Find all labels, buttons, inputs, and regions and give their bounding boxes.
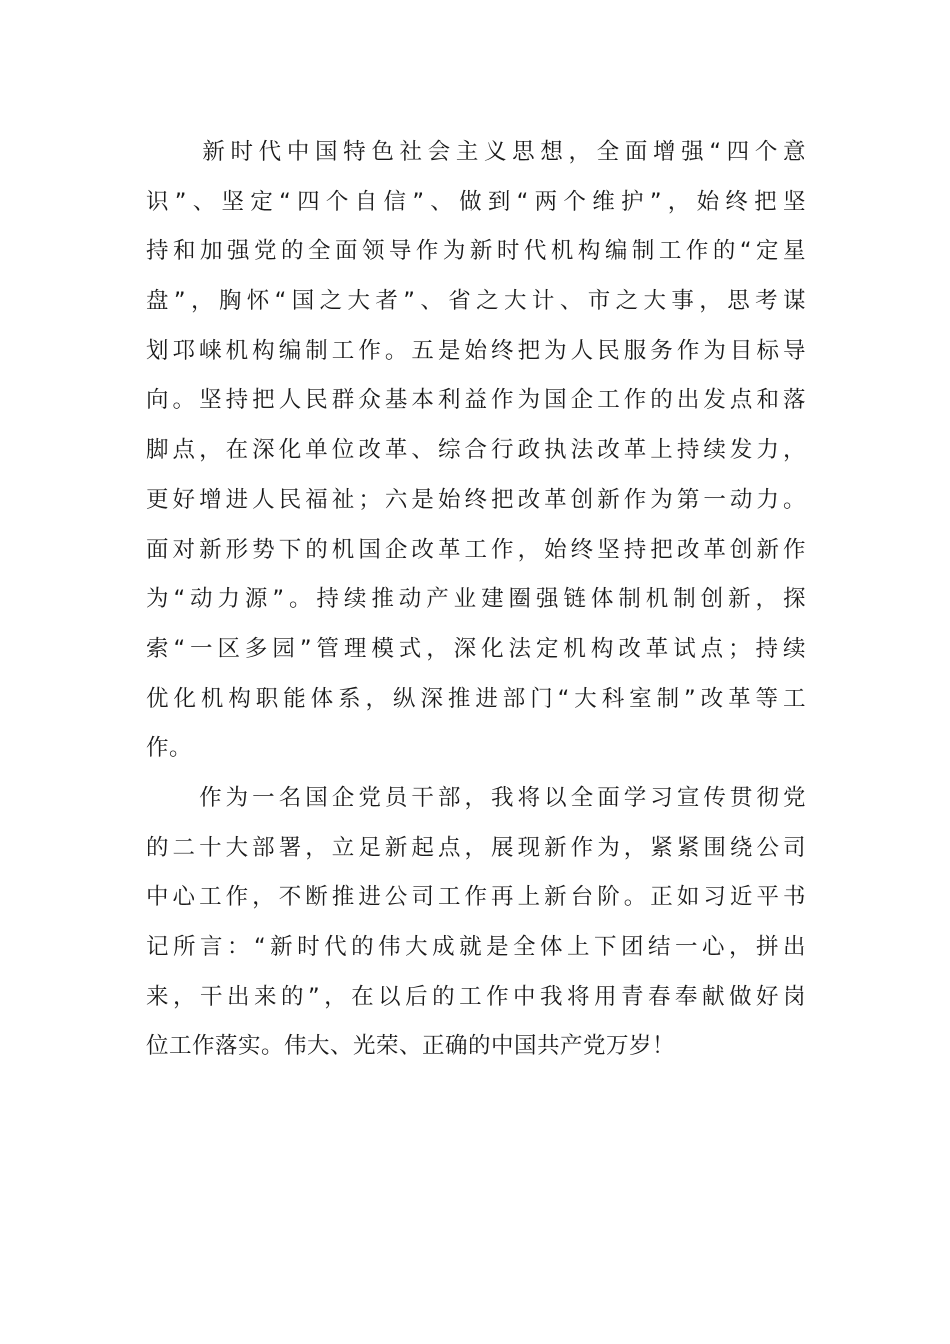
- text-line: 面对新形势下的机国企改革工作，始终坚持把改革创新作: [146, 536, 806, 563]
- text-line: 作为一名国企党员干部，我将以全面学习宣传贯彻党: [146, 784, 806, 811]
- paragraph-2: [146, 774, 806, 1072]
- text-line: 中心工作，不断推进公司工作再上新台阶。正如习近平书: [146, 884, 806, 911]
- text-line: 的二十大部署，立足新起点，展现新作为，紧紧围绕公司: [146, 834, 806, 861]
- text-line: 持和加强党的全面领导作为新时代机构编制工作的“定星: [146, 238, 806, 265]
- text-line: 划邛崃机构编制工作。五是始终把为人民服务作为目标导: [146, 337, 806, 364]
- text-line: 脚点，在深化单位改革、综合行政执法改革上持续发力，: [146, 437, 806, 464]
- text-line: 优化机构职能体系，纵深推进部门“大科室制”改革等工: [146, 685, 806, 712]
- text-line: 向。坚持把人民群众基本利益作为国企工作的出发点和落: [146, 387, 806, 414]
- text-line: 为“动力源”。持续推动产业建圈强链体制机制创新，探: [146, 586, 806, 613]
- text-line: 识”、坚定“四个自信”、做到“两个维护”，始终把坚: [146, 188, 806, 215]
- text-line: 索“一区多园”管理模式，深化法定机构改革试点；持续: [146, 635, 806, 662]
- text-line: 盘”，胸怀“国之大者”、省之大计、市之大事，思考谋: [146, 288, 806, 315]
- text-line: 作。: [146, 735, 193, 762]
- document-body: [146, 128, 806, 1072]
- text-line: 位工作落实。伟大、光荣、正确的中国共产党万岁！: [146, 1033, 676, 1060]
- text-line: 更好增进人民福祉；六是始终把改革创新作为第一动力。: [146, 486, 806, 513]
- text-line: 记所言：“新时代的伟大成就是全体上下团结一心，拼出: [146, 934, 806, 960]
- text-line: 来，干出来的”，在以后的工作中我将用青春奉献做好岗: [146, 983, 806, 1010]
- text-line: 新时代中国特色社会主义思想，全面增强“四个意: [146, 139, 806, 165]
- paragraph-1: [146, 128, 806, 774]
